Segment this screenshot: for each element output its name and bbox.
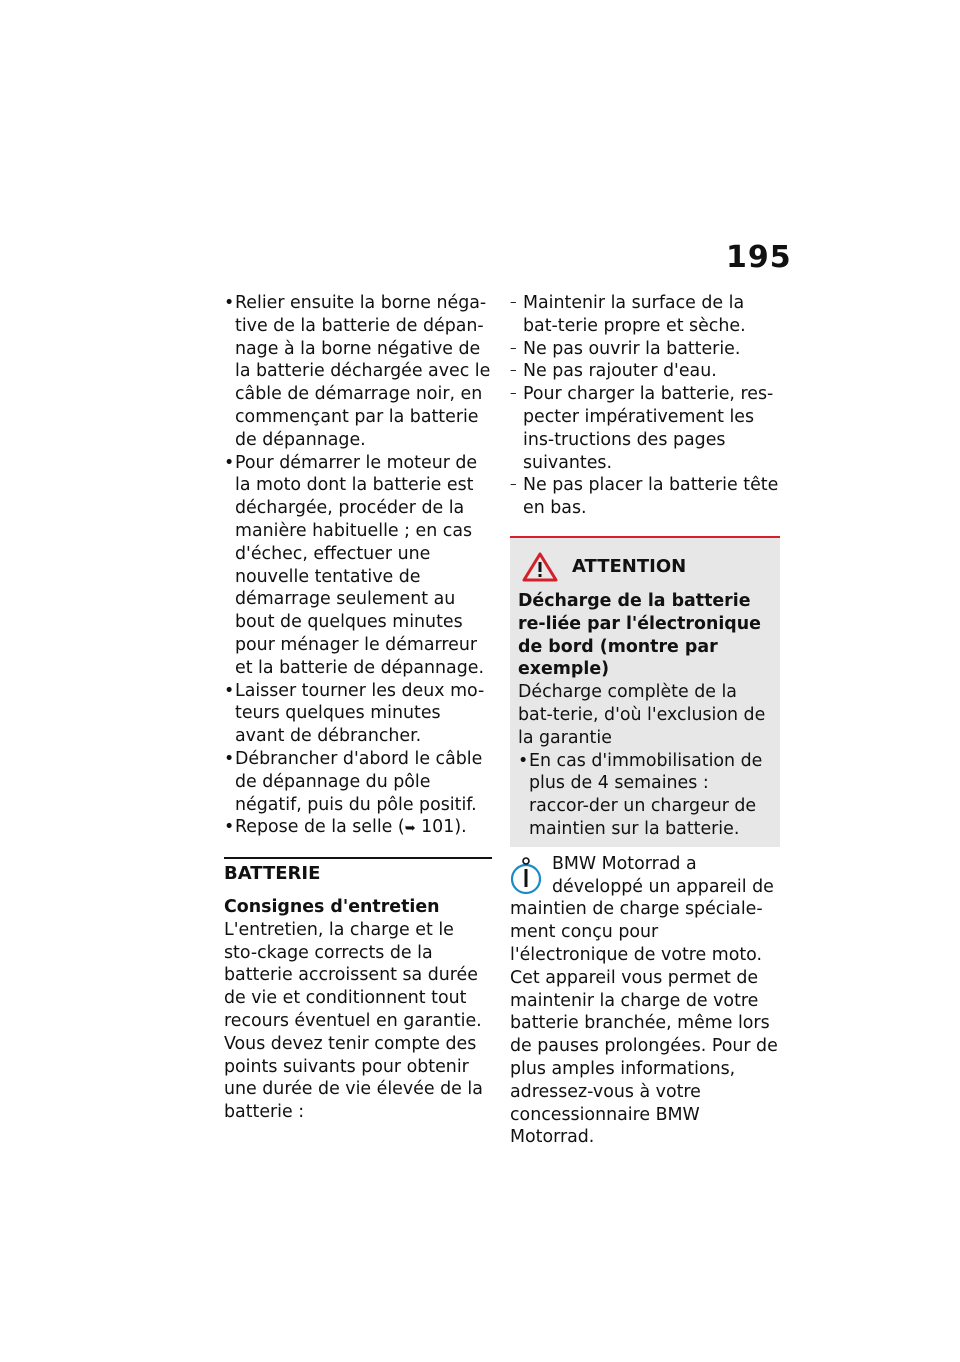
list-item: • Relier ensuite la borne néga-tive de la batterie de dépan-nage à la borne négative de la batterie déchargée avec le câble de démarrage noir, en commençant par la batterie de dépannage. [224,292,492,452]
left-column [224,292,492,1124]
paragraph: Vous devez tenir compte des points suivants pour obtenir une durée de vie élevée de la batterie : [224,1033,483,1123]
subheading: Consignes d'entretien [224,896,440,917]
seat-reference-prefix: Repose de la selle ( [235,817,405,838]
page-reference-arrow-icon: ➥ [404,821,416,837]
info-text-intro: BMW Motorrad a développé un appareil de [552,853,774,897]
warning-text: Décharge complète de la bat-terie, d'où l'exclusion de la garantie [518,682,766,748]
warning-header [522,552,772,582]
list-item: – Maintenir la surface de la bat-terie propre et sèche. [510,292,780,338]
info-text: maintien de charge spéciale-ment conçu pour l'électronique de votre moto. Cet appareil vous permet de maintenir la charge de votre batterie branchée, même lors de pauses prolongées. Pour de plus amples informations, adressez-vous à votre concessionnaire BMW Motorrad. [510,899,778,1148]
right-column [510,292,780,1149]
warning-title: ATTENTION [572,555,687,577]
list-item: – Ne pas rajouter d'eau. [510,360,780,383]
list-item: – Ne pas placer la batterie tête en bas. [510,474,780,520]
paragraph: L'entretien, la charge et le sto-ckage corrects de la batterie accroissent sa durée de vie et conditionnent tout recours éventuel en garantie. [224,919,482,1031]
list-item: • Débrancher d'abord le câble de dépannage du pôle négatif, puis du pôle positif. [224,748,492,816]
warning-bullet: • En cas d'immobilisation de plus de 4 semaines : raccor-der un chargeur de maintien sur la batterie. [518,750,772,841]
list-item: • Pour démarrer le moteur de la moto dont la batterie est déchargée, procéder de la manière habituelle ; en cas d'échec, effectuer une nouvelle tentative de démarrage seulement au bout de quelques minutes pour ménager le démarreur et la batterie de dépannage. [224,452,492,680]
list-item: – Pour charger la batterie, res-pecter impérativement les ins-tructions des pages suivantes. [510,383,780,474]
warning-triangle-icon [522,552,558,582]
info-icon [508,855,544,895]
warning-heading: Décharge de la batterie re-liée par l'électronique de bord (montre par exemple) [518,590,761,680]
section-title: BATTERIE [224,857,492,886]
list-item [224,816,492,841]
seat-reference-page: 101). [415,817,467,838]
page-number: 195 [726,240,792,275]
list-item: • Laisser tourner les deux mo-teurs quelques minutes avant de débrancher. [224,680,492,748]
list-item: – Ne pas ouvrir la batterie. [510,338,780,361]
info-note [510,853,780,1149]
warning-box [510,536,780,847]
